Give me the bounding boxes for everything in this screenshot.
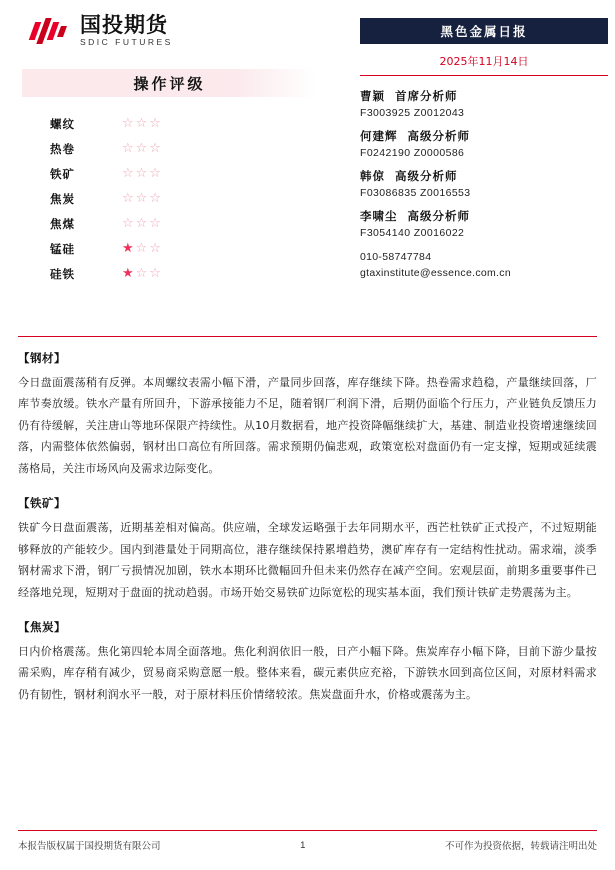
rating-name: 硅铁 — [50, 266, 75, 281]
contact-block — [360, 251, 615, 279]
analyst-name — [360, 88, 608, 104]
footer-copyright: 本报告版权属于国投期货有限公司 — [18, 841, 161, 852]
analyst-role: 首席分析师 — [395, 89, 458, 103]
analyst-name — [360, 208, 608, 224]
report-title: 黑色金属日报 — [440, 24, 528, 39]
header-right-column — [342, 14, 615, 283]
rating-name: 螺纹 — [50, 116, 75, 131]
rating-stars: ★☆☆ — [122, 266, 163, 282]
rating-row — [50, 161, 342, 186]
section-iron-ore — [18, 495, 597, 603]
document-header — [0, 0, 615, 300]
rating-row — [50, 136, 342, 161]
section-body-text: 铁矿今日盘面震荡，近期基差相对偏高。供应端，全球发运略强于去年同期水平，西芒杜铁矿正式投产，不过短期能够释放的产能较少。国内到港量处于同期高位，港存继续保持累增趋势，澳矿库存有一定结构性扰动。需求端，淡季钢材需求下滑，钢厂亏损情况加剧，铁水本期环比微幅回升但未来仍然存在减产空间。宏观层面，前期多重要事件已经落地兑现，短期对于盘面的扰动趋弱。市场开始交易铁矿边际宽松的现实基本面，我们预计铁矿走势震荡为主。 — [18, 521, 597, 599]
analyst-codes: F3054140 Z0016022 — [360, 227, 465, 239]
document-body — [18, 350, 597, 721]
sdic-bars-logo-icon — [32, 18, 72, 44]
page-number: 1 — [300, 839, 306, 851]
analyst-list — [360, 88, 608, 239]
rating-stars: ☆☆☆ — [122, 191, 163, 207]
analyst-person-name: 李啸尘 — [360, 209, 398, 223]
footer-divider — [18, 830, 597, 831]
analyst-entry — [360, 88, 608, 119]
rating-name: 焦炭 — [50, 191, 75, 206]
footer-row — [18, 838, 597, 852]
section-heading: 【钢材】 — [18, 351, 66, 365]
brand-name-cn: 国投期货 — [80, 13, 168, 37]
rating-row — [50, 211, 342, 236]
ratings-title-bar — [22, 69, 317, 97]
section-coke — [18, 619, 597, 705]
rating-stars: ☆☆☆ — [122, 216, 163, 232]
brand-name-en: SDIC FUTURES — [80, 37, 173, 48]
report-title-banner — [360, 18, 608, 44]
rating-stars: ☆☆☆ — [122, 116, 163, 132]
rating-row — [50, 111, 342, 136]
analyst-codes: F03086835 Z0016553 — [360, 187, 471, 199]
rating-row — [50, 236, 342, 261]
header-left-column — [22, 14, 342, 286]
analyst-role: 高级分析师 — [407, 209, 471, 223]
analyst-codes: F3003925 Z0012043 — [360, 107, 465, 119]
analyst-person-name: 何建辉 — [360, 129, 398, 143]
rating-name: 热卷 — [50, 141, 75, 156]
rating-name: 铁矿 — [50, 166, 75, 181]
footer-disclaimer: 不可作为投资依据，转载请注明出处 — [444, 841, 597, 852]
contact-phone: 010-58747784 — [360, 251, 432, 263]
section-body-text: 日内价格震荡。焦化第四轮本周全面落地。焦化利润依旧一般，日产小幅下降。焦炭库存小幅下降，目前下游少量按需采购，库存稍有减少，贸易商采购意愿一般。整体来看，碳元素供应充裕，下游铁水回到高位区间，对原材料需求仍有韧性，钢材利润水平一般，对于原材料压价情绪较浓。焦炭盘面升水，价格或震荡为主。 — [18, 644, 597, 701]
rating-stars: ☆☆☆ — [122, 166, 163, 182]
analyst-entry — [360, 128, 608, 159]
brand-logo — [22, 14, 342, 47]
analyst-role: 高级分析师 — [395, 169, 458, 183]
document-footer — [18, 830, 597, 852]
header-divider — [18, 336, 597, 337]
ratings-title: 操作评级 — [133, 74, 206, 93]
analyst-name — [360, 128, 608, 144]
analyst-entry — [360, 208, 608, 239]
analyst-entry — [360, 168, 608, 199]
rating-row — [50, 261, 342, 286]
rating-name: 焦煤 — [50, 216, 75, 231]
analyst-name — [360, 168, 608, 184]
section-steel — [18, 350, 597, 479]
contact-email[interactable]: gtaxinstitute@essence.com.cn — [360, 267, 511, 279]
ratings-list — [22, 111, 342, 286]
rating-row — [50, 186, 342, 211]
section-body-text: 今日盘面震荡稍有反弹。本周螺纹表需小幅下滑，产量同步回落，库存继续下降。热卷需求趋稳，产量继续回落，厂库节奏放缓。铁水产量有所回升，下游承接能力不足，随着钢厂利润下滑，后期仍面临个行压力，产业链负反馈压力仍有待缓解，关注唐山等地环保限产持续性。从10月数据看，地产投资降幅继续扩大，基建、制造业投资增速继续回落，内需整体依然偏弱，钢材出口高位有所回落。需求预期仍偏悲观，政策宽松对盘面仍有一定支撑，短期或延续震荡格局，关注市场风向及需求边际变化。 — [18, 376, 597, 475]
rating-name: 锰硅 — [50, 241, 75, 256]
rating-stars: ★☆☆ — [122, 241, 163, 257]
section-heading: 【焦炭】 — [18, 619, 66, 634]
analyst-role: 高级分析师 — [407, 129, 471, 143]
section-heading: 【铁矿】 — [18, 496, 66, 511]
analyst-person-name: 韩倞 — [360, 169, 385, 183]
analyst-codes: F0242190 Z0000586 — [360, 147, 465, 159]
analyst-person-name: 曹颖 — [360, 89, 385, 103]
report-date: 2025年11月14日 — [360, 53, 608, 76]
rating-stars: ☆☆☆ — [122, 141, 163, 157]
